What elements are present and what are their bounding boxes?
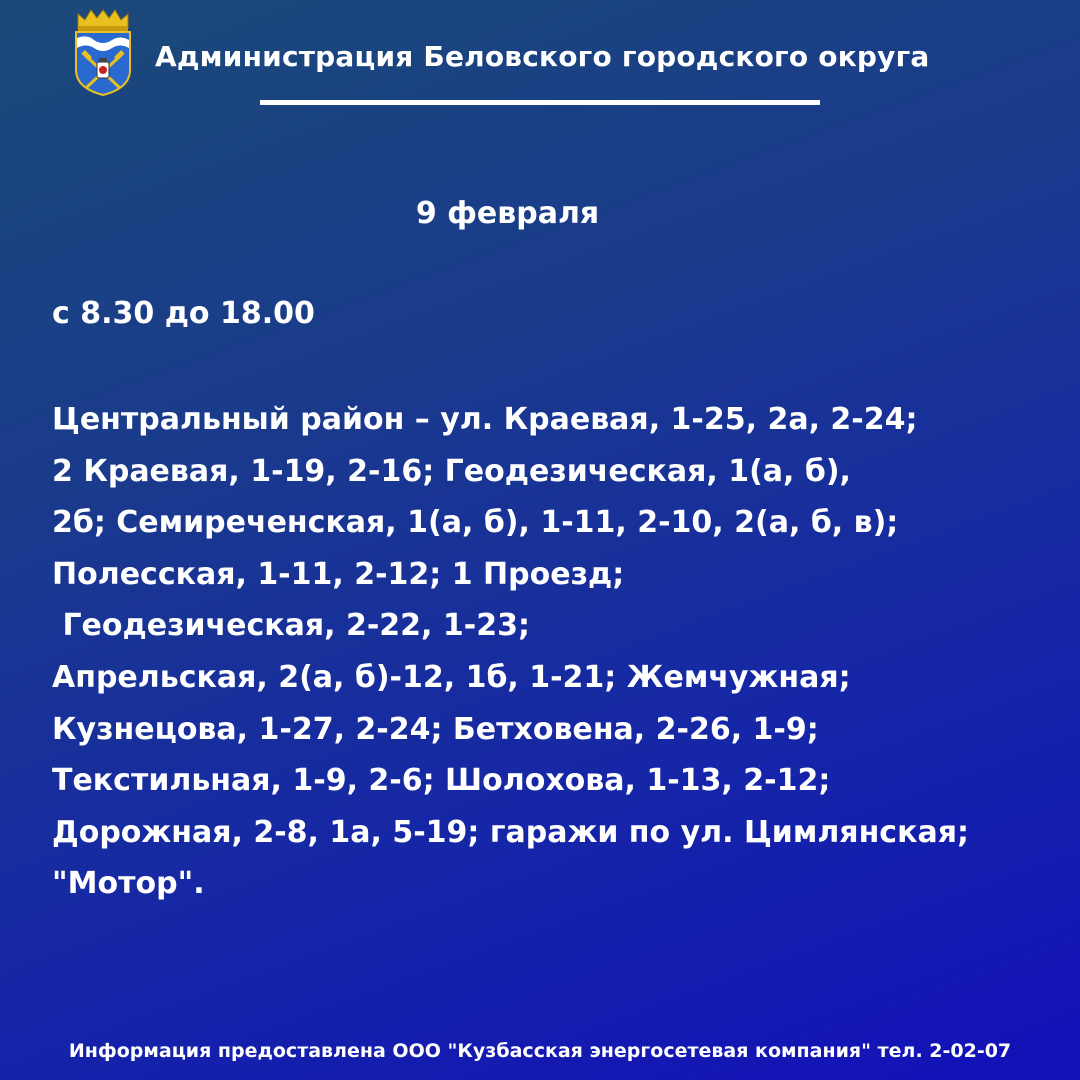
date-heading: 9 февраля bbox=[415, 196, 600, 231]
address-list bbox=[52, 394, 1062, 910]
footer-info: Информация предоставлена ООО "Кузбасская энергосетевая компания" тел. 2-02-07 bbox=[68, 1040, 1012, 1062]
coat-of-arms-icon bbox=[72, 8, 134, 96]
address-line: Текстильная, 1-9, 2-6; Шолохова, 1-13, 2-12; bbox=[52, 763, 831, 799]
address-line: Геодезическая, 2-22, 1-23; bbox=[52, 608, 530, 644]
address-line: Центральный район – ул. Краевая, 1-25, 2а, 2-24; bbox=[52, 402, 918, 437]
header bbox=[70, 8, 1010, 108]
organization-title: Администрация Беловского городского округа bbox=[155, 40, 930, 73]
address-line: 2б; Семиреченская, 1(а, б), 1-11, 2-10, 2(а, б, в); bbox=[52, 505, 899, 541]
address-line: 2 Краевая, 1-19, 2-16; Геодезическая, 1(а, б), bbox=[52, 453, 851, 489]
address-line: Кузнецова, 1-27, 2-24; Бетховена, 2-26, 1-9; bbox=[52, 711, 819, 747]
address-line: "Мотор". bbox=[52, 866, 205, 902]
address-line: Дорожная, 2-8, 1а, 5-19; гаражи по ул. Цимлянская; bbox=[52, 814, 969, 850]
header-divider bbox=[260, 100, 820, 105]
address-line: Полесская, 1-11, 2-12; 1 Проезд; bbox=[52, 556, 625, 592]
time-range: с 8.30 до 18.00 bbox=[52, 296, 315, 331]
address-line: Апрельская, 2(а, б)-12, 1б, 1-21; Жемчужная; bbox=[52, 659, 851, 695]
